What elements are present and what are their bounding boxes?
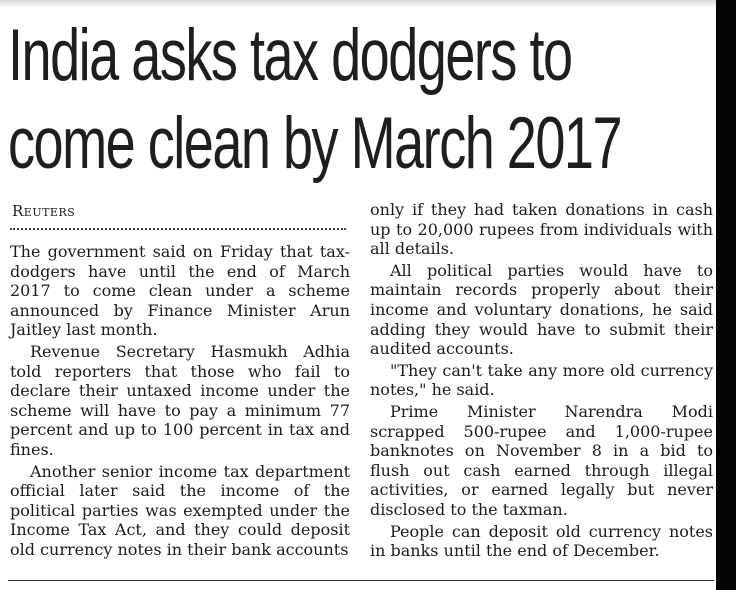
scan-right-border — [716, 0, 736, 590]
headline — [8, 12, 622, 188]
paragraph-4: All political parties would have to maintain records properly about their income and voluntary donations, he said adding they would have to submit their audited accounts. — [370, 260, 713, 359]
headline-line-2: come clean by March 2017 — [8, 103, 622, 184]
top-edge-shadow — [0, 0, 716, 8]
paragraph-3-continued: only if they had taken donations in cash up to 20,000 rupees from individuals with all details. — [370, 200, 713, 259]
dotted-divider — [10, 228, 346, 230]
paragraph-2: Revenue Secretary Hasmukh Adhia told reporters that those who fail to declare their untaxed income under the scheme will have to pay a minimum 77 percent and up to 100 percent in tax and fines. — [10, 341, 350, 459]
article-column-right — [370, 200, 713, 561]
paragraph-3: Another senior income tax department official later said the income of the political parties was exempted under the Income Tax Act, and they could deposit old currency notes in their bank accounts — [10, 461, 350, 559]
paragraph-7: People can deposit old currency notes in banks until the end of December. — [370, 521, 713, 561]
paragraph-1: The government said on Friday that tax-dodgers have until the end of March 2017 to come clean under a scheme announced by Finance Minister Arun Jaitley last month. — [10, 242, 350, 340]
byline: Reuters — [12, 202, 76, 220]
paragraph-5: "They can't take any more old currency notes," he said. — [370, 360, 713, 400]
bottom-rule — [8, 580, 714, 581]
article-column-left — [10, 202, 350, 560]
headline-line-1: India asks tax dodgers to — [8, 15, 572, 96]
paragraph-6: Prime Minister Narendra Modi scrapped 500-rupee and 1,000-rupee banknotes on November 8 in a bid to flush out cash earned through illegal activities, or earned legally but never disclosed to the taxman. — [370, 401, 713, 519]
